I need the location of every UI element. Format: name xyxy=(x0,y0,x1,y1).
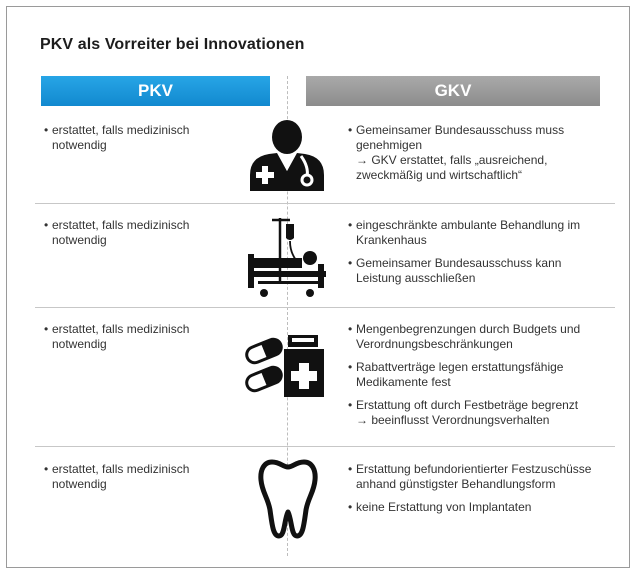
pkv-bullet: • erstattet, falls medizinisch notwendig xyxy=(44,123,234,153)
gkv-row-4 xyxy=(348,462,610,523)
pkv-bullet: • erstattet, falls medizinisch notwendig xyxy=(44,218,234,248)
gkv-bullet-text: • Rabattverträge legen erstattungsfähige Medikamente fest xyxy=(356,360,564,389)
gkv-bullet xyxy=(348,322,610,352)
tooth-icon xyxy=(258,458,318,540)
pkv-row-2 xyxy=(44,218,234,256)
medication-icon xyxy=(244,333,330,399)
doctor-icon xyxy=(245,117,329,191)
gkv-bullet-text: → beeinflusst Verordnungsverhalten xyxy=(356,413,550,427)
gkv-bullet-text: • Gemeinsamer Bundesausschuss kann Leistung ausschließen xyxy=(356,256,562,285)
gkv-bullet-text: • eingeschränkte ambulante Behandlung im Krankenhaus xyxy=(356,218,581,247)
gkv-bullet xyxy=(348,398,610,428)
gkv-column-header: GKV xyxy=(306,76,600,106)
gkv-bullet-text: • keine Erstattung von Implantaten xyxy=(356,500,532,514)
gkv-row-2 xyxy=(348,218,610,294)
gkv-bullet-text: • Erstattung oft durch Festbeträge begrenzt xyxy=(356,398,579,412)
pkv-bullet: • erstattet, falls medizinisch notwendig xyxy=(44,462,234,492)
pkv-row-4 xyxy=(44,462,234,500)
gkv-bullet xyxy=(348,462,610,492)
pkv-row-1 xyxy=(44,123,234,161)
gkv-bullet xyxy=(348,360,610,390)
gkv-bullet-text: → GKV erstattet, falls „ausreichend, zweckmäßig und wirtschaftlich“ xyxy=(356,153,548,182)
gkv-bullet-text: • Mengenbegrenzungen durch Budgets und Verordnungsbeschränkungen xyxy=(356,322,581,351)
row-separator xyxy=(35,203,615,204)
pkv-row-3 xyxy=(44,322,234,360)
row-separator xyxy=(35,446,615,447)
gkv-bullet xyxy=(348,256,610,286)
gkv-bullet xyxy=(348,500,610,515)
page-title: PKV als Vorreiter bei Innovationen xyxy=(40,36,305,53)
gkv-bullet xyxy=(348,218,610,248)
hospital-bed-icon xyxy=(246,216,330,302)
gkv-bullet-text: • Erstattung befundorientierter Festzuschüsse anhand günstigster Behandlungsform xyxy=(356,462,592,491)
pkv-bullet: • erstattet, falls medizinisch notwendig xyxy=(44,322,234,352)
pkv-column-header: PKV xyxy=(41,76,270,106)
gkv-row-1 xyxy=(348,123,610,191)
gkv-bullet xyxy=(348,123,610,183)
row-separator xyxy=(35,307,615,308)
gkv-bullet-text: • Gemeinsamer Bundesausschuss muss genehmigen xyxy=(356,123,565,152)
gkv-row-3 xyxy=(348,322,610,436)
